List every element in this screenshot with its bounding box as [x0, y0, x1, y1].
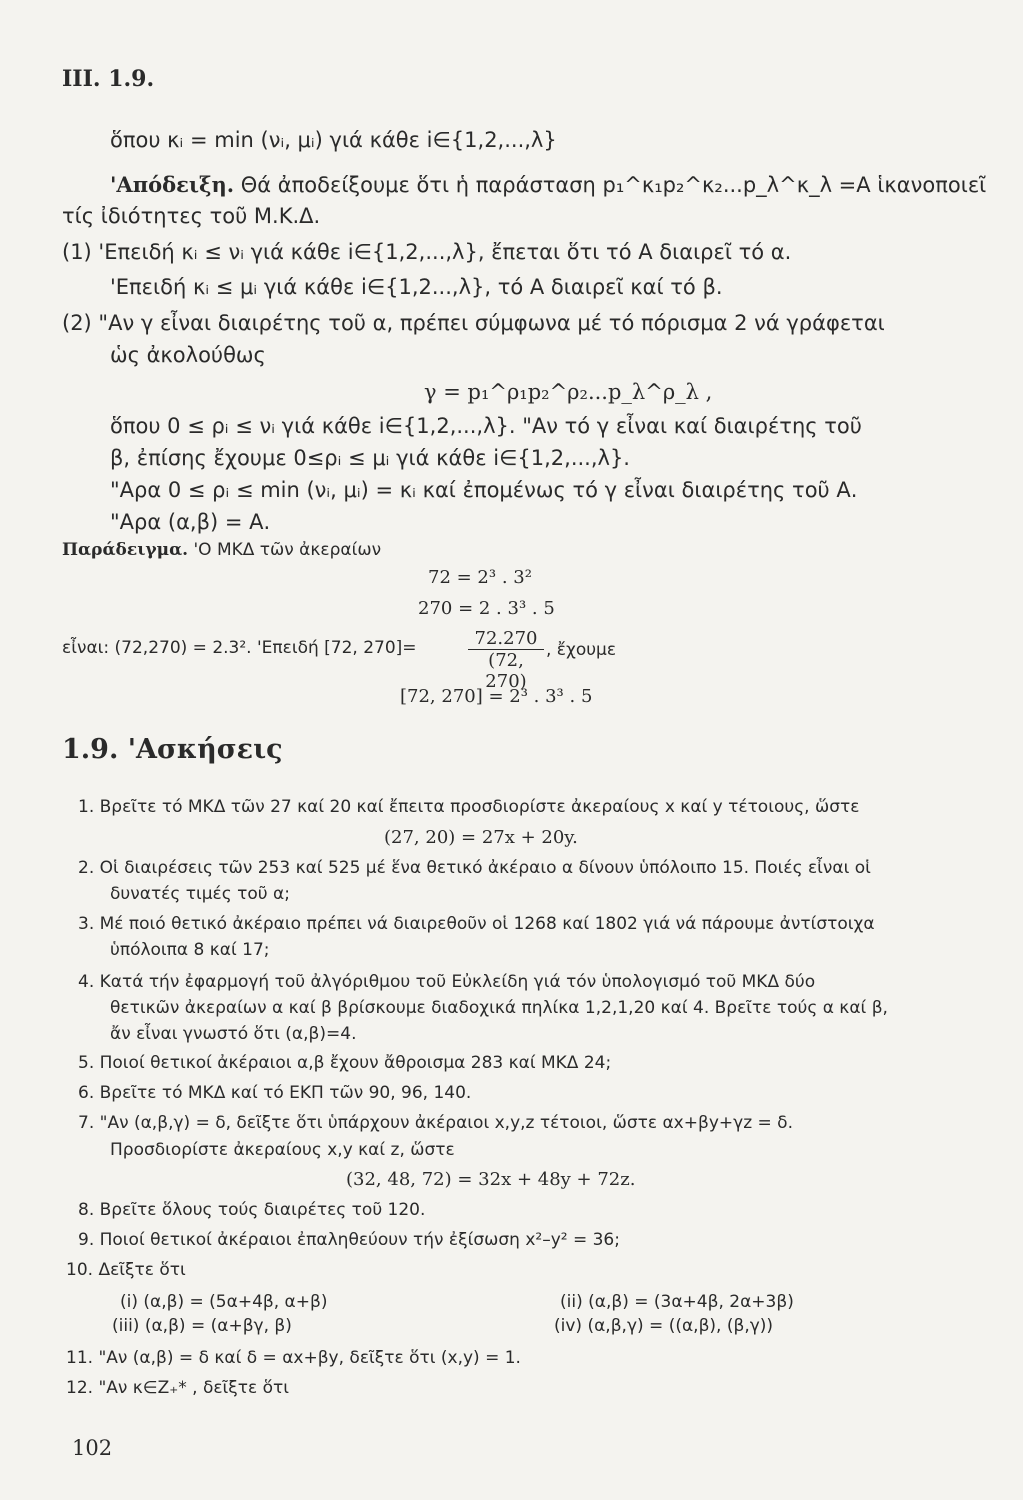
exercise-3a: 3. Μέ ποιό θετικό ἀκέραιο πρέπει νά διαιρεθοῦν οἱ 1268 καί 1802 γιά νά πάρουμε ἀντίστοιχα: [78, 914, 875, 934]
example-eq-3-left: εἶναι: (72,270) = 2.3². 'Επειδή [72, 270]=: [62, 638, 417, 658]
exercise-4a: 4. Κατά τήν ἐφαρμογή τοῦ ἀλγόριθμου τοῦ Εὐκλείδη γιά τόν ὑπολογισμό τοῦ ΜΚΔ δύο: [78, 972, 816, 992]
exercise-10: 10. Δεῖξτε ὅτι: [66, 1260, 186, 1280]
proof-label: [110, 172, 986, 197]
exercise-12: 12. "Αν κ∈Z₊* , δεῖξτε ὅτι: [66, 1378, 289, 1398]
exercise-10-ii: (ii) (α,β) = (3α+4β, 2α+3β): [560, 1292, 794, 1312]
proof-line-5: 'Επειδή κᵢ ≤ μᵢ γιά κάθε i∈{1,2...,λ}, τό Α διαιρεῖ καί τό β.: [110, 275, 723, 299]
exercise-9: 9. Ποιοί θετικοί ἀκέραιοι ἐπαληθεύουν τήν ἐξίσωση x²–y² = 36;: [78, 1230, 620, 1250]
running-head: ΙΙΙ. 1.9.: [62, 66, 155, 92]
proof-line-6: (2) "Αν γ εἶναι διαιρέτης τοῦ α, πρέπει σύμφωνα μέ τό πόρισμα 2 νά γράφεται: [62, 311, 885, 335]
example-fraction: [468, 628, 544, 692]
example-eq-2: 270 = 2 . 3³ . 5: [418, 598, 555, 619]
exercise-1b: (27, 20) = 27x + 20y.: [384, 827, 578, 848]
exercise-10-i: (i) (α,β) = (5α+4β, α+β): [120, 1292, 328, 1312]
exercise-11: 11. "Αν (α,β) = δ καί δ = αx+βy, δεῖξτε ὅτι (x,y) = 1.: [66, 1348, 521, 1368]
exercise-3b: ὑπόλοιπα 8 καί 17;: [110, 940, 270, 960]
exercise-6: 6. Βρεῖτε τό ΜΚΔ καί τό ΕΚΠ τῶν 90, 96, 140.: [78, 1083, 472, 1103]
example-label: Παράδειγμα.: [62, 540, 189, 560]
proof-line-4: (1) 'Επειδή κᵢ ≤ νᵢ γιά κάθε i∈{1,2,...,λ}, ἔπεται ὅτι τό Α διαιρεῖ τό α.: [62, 240, 792, 264]
exercise-2b: δυνατές τιμές τοῦ α;: [110, 884, 290, 904]
exercise-7b: Προσδιορίστε ἀκεραίους x,y καί z, ὥστε: [110, 1140, 455, 1160]
example-text: 'Ο ΜΚΔ τῶν ἀκεραίων: [193, 540, 382, 560]
example-heading: [62, 540, 381, 560]
exercise-10-iii: (iii) (α,β) = (α+βγ, β): [112, 1316, 292, 1336]
exercise-4b: θετικῶν ἀκεραίων α καί β βρίσκουμε διαδοχικά πηλίκα 1,2,1,20 καί 4. Βρεῖτε τούς α καί β,: [110, 998, 888, 1018]
exercise-7c: (32, 48, 72) = 32x + 48y + 72z.: [346, 1169, 636, 1190]
page-number: 102: [72, 1436, 113, 1460]
exercise-8: 8. Βρεῖτε ὅλους τούς διαιρέτες τοῦ 120.: [78, 1200, 426, 1220]
proof-formula: γ = p₁^ρ₁p₂^ρ₂...p_λ^ρ_λ ,: [424, 380, 713, 404]
exercise-2a: 2. Οἱ διαιρέσεις τῶν 253 καί 525 μέ ἕνα θετικό ἀκέραιο α δίνουν ὑπόλοιπο 15. Ποιές εἶναι οἱ: [78, 858, 871, 878]
exercise-7a: 7. "Αν (α,β,γ) = δ, δεῖξτε ὅτι ὑπάρχουν ἀκέραιοι x,y,z τέτοιοι, ὥστε αx+βy+γz = δ.: [78, 1113, 793, 1133]
exercise-10-iv: (iv) (α,β,γ) = ((α,β), (β,γ)): [554, 1316, 774, 1336]
section-title: 1.9. 'Ασκήσεις: [62, 734, 283, 765]
apodeixi-text: Θά ἀποδείξουμε ὅτι ἡ παράσταση p₁^κ₁p₂^κ₂...p_λ^κ_λ =A ἱκανοποιεῖ: [240, 173, 987, 197]
proof-line-8: ὅπου 0 ≤ ρᵢ ≤ νᵢ γιά κάθε i∈{1,2,...,λ}. "Αν τό γ εἶναι καί διαιρέτης τοῦ: [110, 414, 862, 438]
fraction-numerator: 72.270: [474, 628, 538, 649]
proof-line-9: β, ἐπίσης ἔχουμε 0≤ρᵢ ≤ μᵢ γιά κάθε i∈{1,2,...,λ}.: [110, 446, 630, 470]
exercise-4c: ἄν εἶναι γνωστό ὅτι (α,β)=4.: [110, 1024, 357, 1044]
exercise-1a: 1. Βρεῖτε τό ΜΚΔ τῶν 27 καί 20 καί ἔπειτα προσδιορίστε ἀκεραίους x καί y τέτοιους, ὥστε: [78, 797, 860, 817]
proof-line-1: ὅπου κᵢ = min (νᵢ, μᵢ) γιά κάθε i∈{1,2,...,λ}: [110, 128, 557, 152]
proof-line-7: ὡς ἀκολούθως: [110, 343, 266, 367]
exercise-5: 5. Ποιοί θετικοί ἀκέραιοι α,β ἔχουν ἄθροισμα 283 καί ΜΚΔ 24;: [78, 1053, 612, 1073]
example-eq-3-right: , ἔχουμε: [546, 640, 617, 660]
proof-line-10: "Αρα 0 ≤ ρᵢ ≤ min (νᵢ, μᵢ) = κᵢ καί ἐπομένως τό γ εἶναι διαιρέτης τοῦ Α.: [110, 478, 858, 502]
proof-line-3: τίς ἰδιότητες τοῦ Μ.Κ.Δ.: [62, 204, 321, 228]
proof-line-11: "Αρα (α,β) = Α.: [110, 510, 271, 534]
fraction-denominator: (72, 270): [468, 649, 544, 692]
example-eq-4: [72, 270] = 2³ . 3³ . 5: [400, 686, 593, 707]
example-eq-1: 72 = 2³ . 3²: [428, 567, 532, 588]
apodeixi-label: 'Απόδειξη.: [110, 172, 235, 197]
